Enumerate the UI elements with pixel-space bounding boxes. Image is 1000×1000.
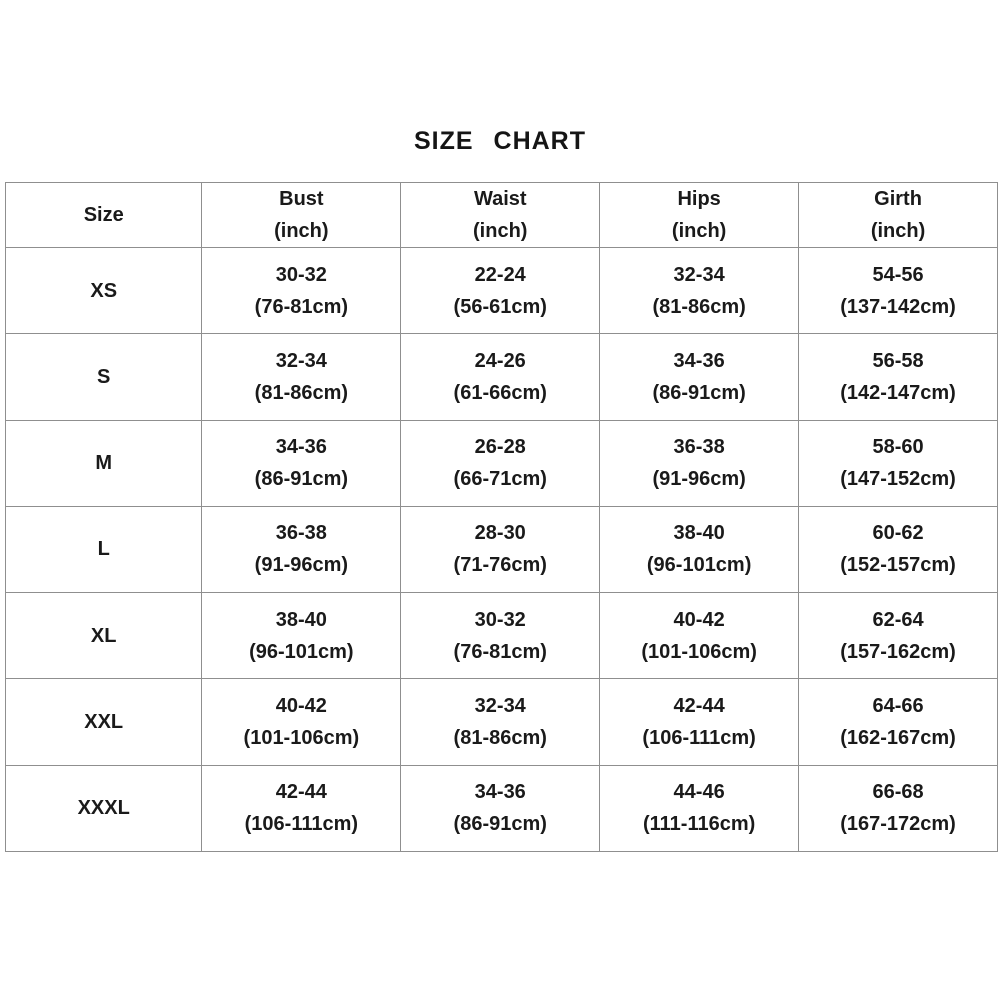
girth-cell: [799, 420, 998, 506]
size-cell: [6, 420, 202, 506]
waist-cm-value: (61-66cm): [453, 381, 547, 404]
header-bust-label: Bust: [279, 188, 324, 210]
header-size: [6, 183, 202, 248]
hips-cm-value: (81-86cm): [652, 295, 746, 318]
hips-inch-value: 32-34: [673, 263, 725, 286]
table-row: [6, 765, 998, 851]
hips-cm-value: (86-91cm): [652, 381, 746, 404]
hips-cm-value: (91-96cm): [652, 468, 746, 491]
header-bust-unit: (inch): [274, 220, 329, 242]
hips-cell: [600, 506, 799, 592]
girth-cm-value: (142-147cm): [840, 381, 956, 404]
size-cell: [6, 334, 202, 420]
header-girth-label: Girth: [874, 188, 922, 210]
waist-cell: [401, 334, 600, 420]
header-girth-unit: (inch): [870, 220, 926, 242]
header-hips: [600, 183, 799, 248]
bust-cm-value: (91-96cm): [254, 554, 349, 577]
bust-inch-value: 42-44: [275, 781, 327, 804]
hips-cell: [600, 248, 799, 334]
waist-inch-value: 24-26: [474, 349, 526, 372]
girth-cm-value: (162-167cm): [840, 727, 956, 750]
girth-cm-value: (167-172cm): [840, 813, 956, 836]
bust-cell: [202, 248, 401, 334]
bust-cm-value: (106-111cm): [244, 813, 359, 836]
hips-cm-value: (101-106cm): [641, 640, 757, 663]
waist-cell: [401, 765, 600, 851]
waist-inch-value: 26-28: [474, 436, 526, 459]
girth-cell: [799, 334, 998, 420]
bust-cell: [202, 420, 401, 506]
waist-cell: [401, 248, 600, 334]
header-row: [6, 183, 998, 248]
hips-inch-value: 34-36: [673, 349, 725, 372]
waist-cm-value: (56-61cm): [453, 295, 547, 318]
hips-cell: [600, 420, 799, 506]
waist-cm-value: (71-76cm): [453, 554, 547, 577]
size-cell: [6, 506, 202, 592]
bust-inch-value: 32-34: [275, 349, 327, 372]
hips-inch-value: 40-42: [673, 608, 725, 631]
girth-cell: [799, 679, 998, 765]
girth-inch-value: 60-62: [872, 522, 924, 545]
girth-cell: [799, 248, 998, 334]
girth-inch-value: 66-68: [872, 781, 924, 804]
bust-cell: [202, 593, 401, 679]
size-value: L: [97, 538, 110, 561]
bust-cm-value: (96-101cm): [249, 640, 354, 663]
girth-cell: [799, 765, 998, 851]
page-title: SIZE CHART: [414, 127, 586, 155]
size-value: XXL: [84, 711, 124, 734]
waist-cell: [401, 679, 600, 765]
girth-cm-value: (157-162cm): [840, 640, 956, 663]
bust-cell: [202, 679, 401, 765]
table-row: [6, 248, 998, 334]
size-cell: [6, 593, 202, 679]
waist-inch-value: 34-36: [474, 781, 526, 804]
header-size-label: Size: [83, 204, 124, 226]
bust-cm-value: (81-86cm): [254, 381, 349, 404]
hips-inch-value: 42-44: [673, 695, 725, 718]
girth-cell: [799, 593, 998, 679]
hips-cell: [600, 334, 799, 420]
size-cell: [6, 679, 202, 765]
table-row: [6, 334, 998, 420]
header-waist: [401, 183, 600, 248]
girth-inch-value: 62-64: [872, 608, 924, 631]
waist-cm-value: (86-91cm): [453, 813, 547, 836]
hips-cell: [600, 679, 799, 765]
table-row: [6, 679, 998, 765]
girth-inch-value: 54-56: [872, 263, 924, 286]
hips-inch-value: 38-40: [673, 522, 725, 545]
girth-cell: [799, 506, 998, 592]
table-row: [6, 593, 998, 679]
header-bust: [202, 183, 401, 248]
hips-cm-value: (96-101cm): [646, 554, 752, 577]
hips-cell: [600, 765, 799, 851]
bust-inch-value: 40-42: [275, 695, 327, 718]
girth-inch-value: 64-66: [872, 695, 924, 718]
size-chart-table: [5, 182, 998, 852]
waist-cell: [401, 506, 600, 592]
bust-inch-value: 34-36: [275, 436, 327, 459]
bust-inch-value: 38-40: [275, 608, 327, 631]
hips-cm-value: (106-111cm): [642, 727, 756, 750]
bust-cm-value: (86-91cm): [254, 468, 349, 491]
waist-cm-value: (81-86cm): [453, 727, 547, 750]
bust-inch-value: 36-38: [275, 522, 327, 545]
waist-cm-value: (76-81cm): [453, 640, 547, 663]
size-value: M: [95, 452, 113, 475]
header-waist-unit: (inch): [473, 220, 528, 242]
girth-inch-value: 58-60: [872, 436, 924, 459]
waist-inch-value: 28-30: [474, 522, 526, 545]
bust-inch-value: 30-32: [275, 263, 327, 286]
girth-cm-value: (147-152cm): [840, 468, 956, 491]
bust-cell: [202, 506, 401, 592]
hips-inch-value: 44-46: [673, 781, 725, 804]
header-waist-label: Waist: [473, 188, 527, 210]
table-row: [6, 420, 998, 506]
size-value: XXXL: [77, 797, 130, 820]
bust-cell: [202, 334, 401, 420]
size-value: XL: [90, 624, 117, 647]
header-hips-unit: (inch): [671, 220, 727, 242]
size-cell: [6, 765, 202, 851]
waist-cm-value: (66-71cm): [453, 468, 547, 491]
girth-inch-value: 56-58: [872, 349, 924, 372]
table-row: [6, 506, 998, 592]
waist-cell: [401, 593, 600, 679]
bust-cm-value: (76-81cm): [254, 295, 349, 318]
hips-cell: [600, 593, 799, 679]
size-value: S: [97, 365, 111, 388]
waist-inch-value: 22-24: [474, 263, 526, 286]
waist-cell: [401, 420, 600, 506]
size-cell: [6, 248, 202, 334]
girth-cm-value: (137-142cm): [840, 295, 956, 318]
size-value: XS: [90, 279, 118, 302]
hips-inch-value: 36-38: [673, 436, 725, 459]
hips-cm-value: (111-116cm): [642, 813, 756, 836]
header-girth: [799, 183, 998, 248]
girth-cm-value: (152-157cm): [840, 554, 956, 577]
waist-inch-value: 32-34: [474, 695, 526, 718]
header-hips-label: Hips: [677, 188, 721, 210]
bust-cell: [202, 765, 401, 851]
waist-inch-value: 30-32: [474, 608, 526, 631]
bust-cm-value: (101-106cm): [243, 727, 360, 750]
